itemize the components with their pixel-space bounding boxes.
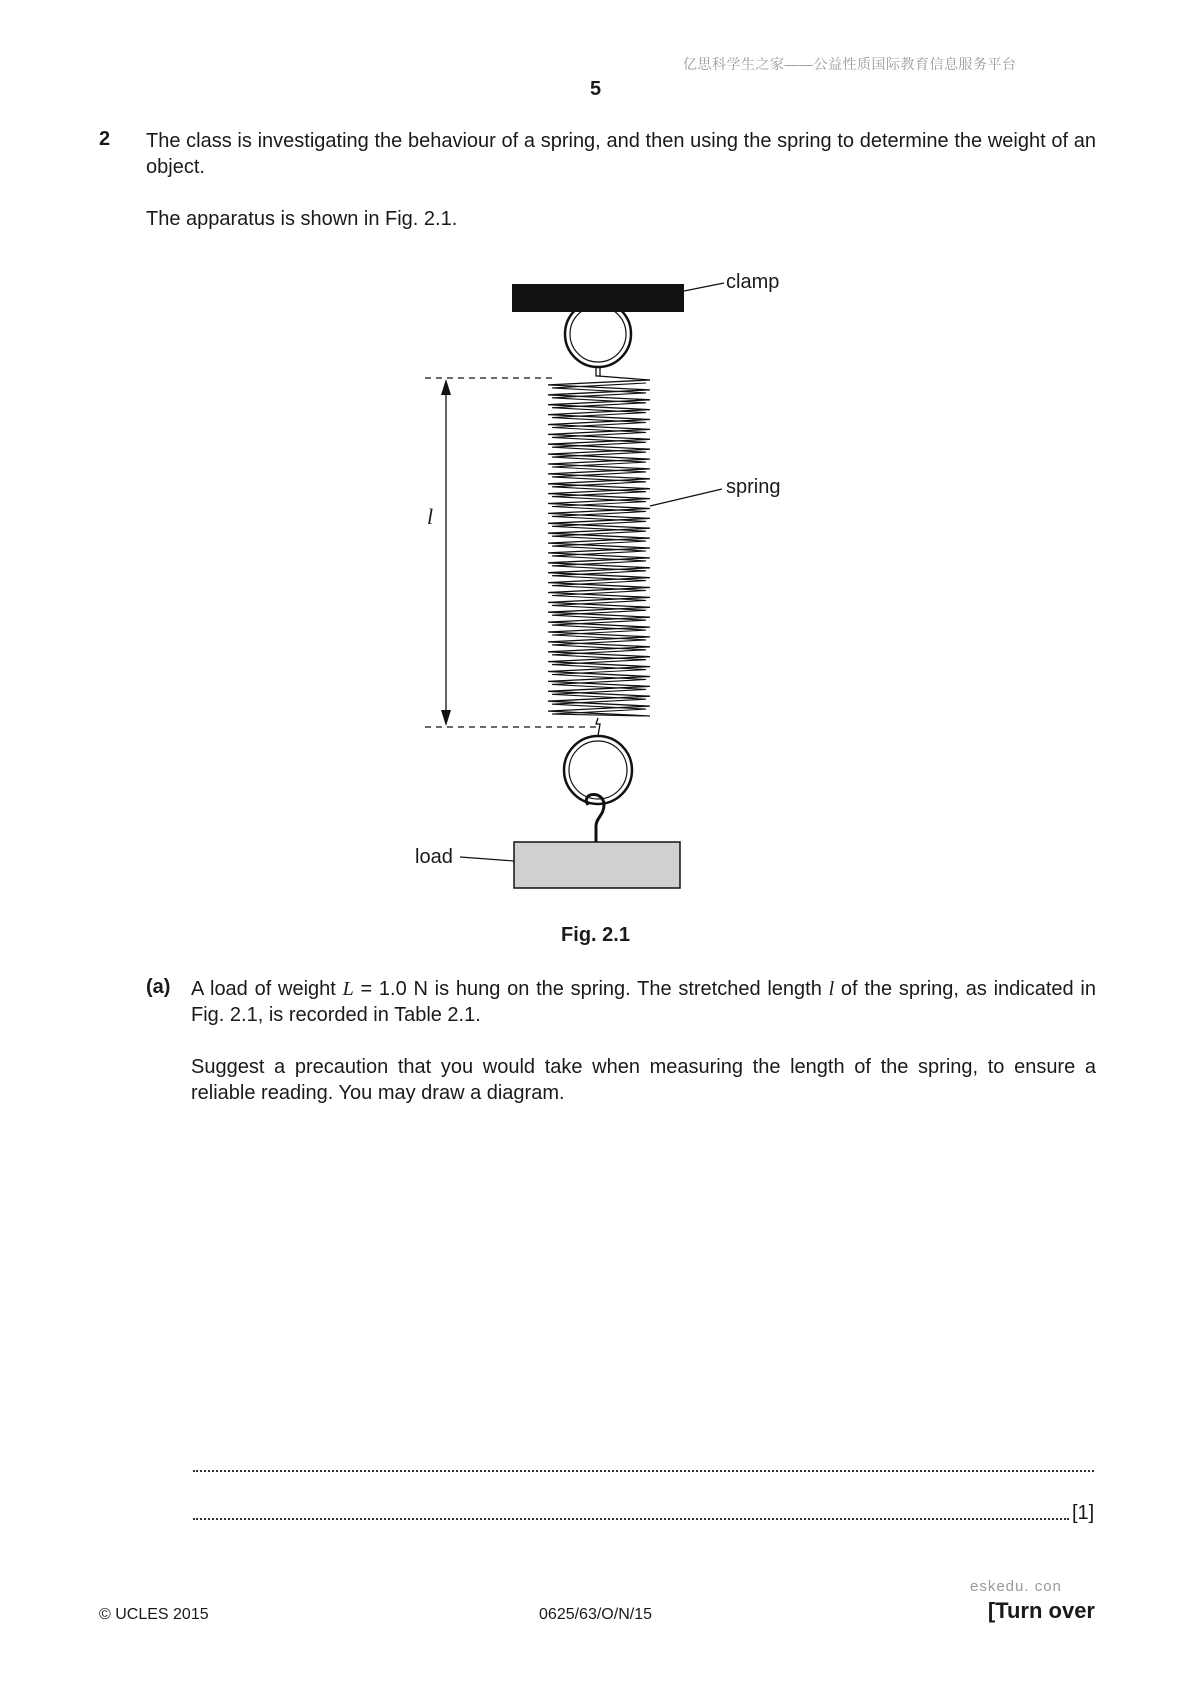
spring-leader-line — [650, 489, 722, 506]
length-arrow-head-top — [441, 379, 451, 395]
length-label: l — [427, 504, 434, 529]
question-intro: The class is investigating the behaviour of a spring, and then using the spring to determine the weight of an object. — [146, 130, 1096, 178]
question-number: 2 — [99, 128, 111, 150]
clamp-bar — [512, 284, 684, 312]
header-watermark: 亿思科学生之家——公益性质国际教育信息服务平台 — [683, 56, 1017, 72]
clamp-leader-line — [684, 283, 724, 291]
spring-coils — [548, 380, 650, 716]
figure-caption: Fig. 2.1 — [561, 924, 630, 946]
clamp-label: clamp — [726, 271, 780, 293]
part-a-statement — [191, 976, 1096, 1028]
symbol-L: L — [342, 978, 354, 1000]
footer-copyright: © UCLES 2015 — [99, 1606, 209, 1623]
length-arrow-head-bottom — [441, 710, 451, 726]
part-a-text-1: A load of weight — [191, 978, 343, 1000]
symbol-l: l — [828, 978, 835, 1000]
load-block — [514, 842, 680, 888]
part-a-instruction: Suggest a precaution that you would take when measuring the length of the spring, to ensure a reliable reading. You may draw a diagram. — [191, 1056, 1096, 1104]
spring-label: spring — [726, 476, 781, 498]
footer-watermark: eskedu. con — [970, 1578, 1062, 1595]
part-a-text-3: of the spring, as indicated in Fig. 2.1, is recorded in Table 2.1. — [191, 978, 1096, 1026]
answer-line-1[interactable] — [193, 1470, 1094, 1472]
turn-over-label: [Turn over — [987, 1598, 1095, 1623]
part-a-label: (a) — [146, 976, 171, 998]
footer-paper-code: 0625/63/O/N/15 — [539, 1606, 652, 1623]
page-number: 5 — [589, 78, 602, 100]
mark-allocation: [1] — [1072, 1502, 1095, 1524]
apparatus-sentence: The apparatus is shown in Fig. 2.1. — [146, 208, 458, 230]
answer-line-2[interactable] — [193, 1518, 1069, 1520]
part-a-text-2: = 1.0 N is hung on the spring. The stretched length — [353, 978, 829, 1000]
load-label: load — [415, 846, 453, 868]
load-leader-line — [460, 857, 514, 861]
